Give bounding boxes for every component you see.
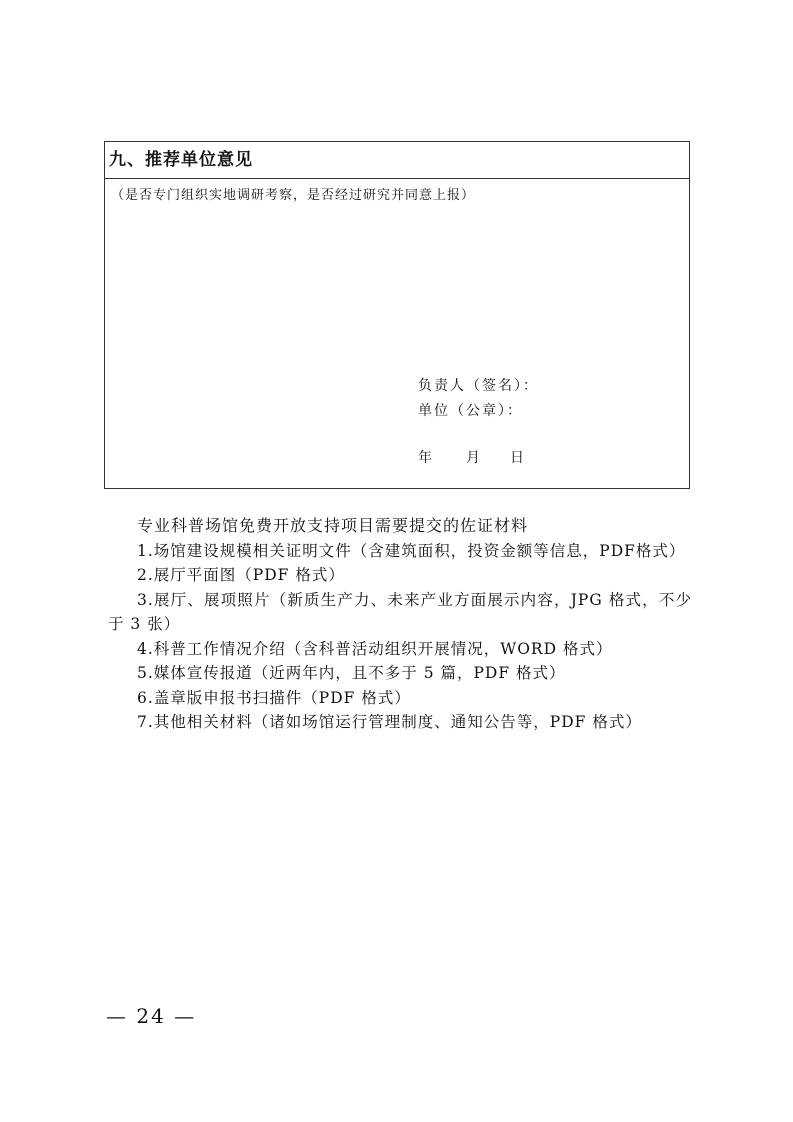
materials-title: 专业科普场馆免费开放支持项目需要提交的佐证材料 (137, 516, 529, 535)
date-month-label: 月 (466, 450, 482, 466)
list-item: 3.展厅、展项照片（新质生产力、未来产业方面展示内容，JPG 格式，不少于 3 张） (108, 590, 692, 633)
signature-unit-label: 单位（公章）： (418, 403, 523, 419)
list-item: 6.盖章版申报书扫描件（PDF 格式） (137, 688, 411, 707)
section-note: （是否专门组织实地调研考察，是否经过研究并同意上报） (111, 188, 476, 203)
list-item: 1.场馆建设规模相关证明文件（含建筑面积，投资金额等信息，PDF格式） (137, 541, 686, 560)
page-number: — 24 — (106, 1004, 197, 1028)
list-item: 7.其他相关材料（诸如场馆运行管理制度、通知公告等，PDF 格式） (137, 713, 642, 731)
recommendation-opinion-box (104, 141, 690, 489)
list-item: 4.科普工作情况介绍（含科普活动组织开展情况，WORD 格式） (137, 639, 613, 658)
date-day-label: 日 (510, 450, 526, 466)
list-item: 5.媒体宣传报道（近两年内，且不多于 5 篇，PDF 格式） (137, 664, 566, 682)
date-year-label: 年 (418, 450, 434, 466)
signature-date (418, 447, 526, 467)
section-title: 九、推荐单位意见 (105, 142, 689, 179)
supporting-materials (108, 514, 692, 735)
list-item: 2.展厅平面图（PDF 格式） (137, 566, 345, 584)
signature-person-label: 负责人（签名）： (418, 378, 539, 394)
